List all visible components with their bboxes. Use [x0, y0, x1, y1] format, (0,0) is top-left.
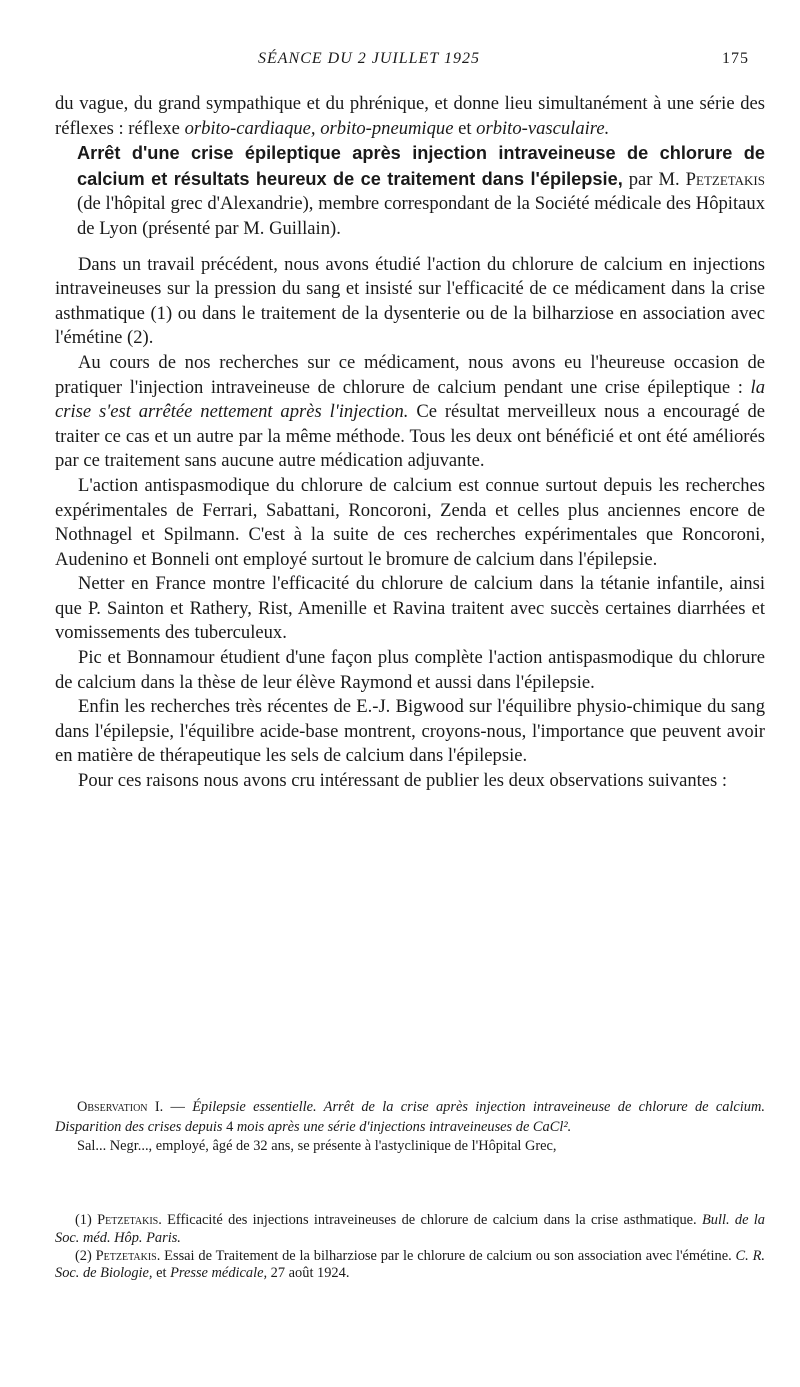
paragraph-3: L'action antispasmodique du chlorure de calcium est connue surtout depuis les recherches expérimentales de Ferrari, Sabattani, Roncoroni, Zenda et celles plus anciennes encore de Nothnagel et Spilmann. C'est à la suite de ces recherches expérimentales que Roncoroni, Audenino et Bonneli ont employé surtout le bromure de calcium dans l'épilepsie. — [55, 474, 765, 570]
running-title: SÉANCE DU 2 JUILLET 1925 — [258, 50, 480, 67]
paragraph-2 — [55, 351, 765, 474]
running-head — [0, 50, 800, 74]
footnote-2-italic-2: Presse médicale, — [170, 1265, 268, 1282]
page-number: 175 — [722, 50, 749, 67]
footnote-2-text-2: et — [152, 1265, 171, 1282]
observation-heading — [55, 1098, 765, 1137]
footnote-2-text-3: 27 août 1924. — [267, 1265, 350, 1282]
article-by: par M. — [622, 168, 686, 190]
observation-italic-2: mois après une série d'injections intraveineuses de CaCl². — [233, 1118, 572, 1135]
footnote-1-italic: Bull. de la Soc. méd. Hôp. Paris. — [55, 1212, 765, 1246]
observation-block — [55, 1098, 765, 1157]
article-affiliation: (de l'hôpital grec d'Alexandrie), membre correspondant de la Société médicale des Hôpitaux de Lyon (présenté par M. Guillain). — [77, 193, 765, 239]
footnote-2-author: Petzetakis. — [95, 1247, 161, 1264]
observation-dash: — — [163, 1099, 193, 1115]
paragraph-2-text-a: Au cours de nos recherches sur ce médicament, nous avons eu l'heureuse occasion de pratiquer l'injection intraveineuse de chlorure de calcium pendant une crise épileptique : — [55, 351, 765, 398]
footnotes — [55, 1212, 765, 1283]
observation-text: Sal... Negr..., employé, âgé de 32 ans, se présente à l'astyclinique de l'Hôpital Grec, — [77, 1138, 557, 1155]
footnote-1-author: Petzetakis. — [97, 1212, 162, 1228]
paragraph-1: Dans un travail précédent, nous avons étudié l'action du chlorure de calcium en injections intraveineuses sur la pression du sang et insisté sur l'efficacité de ce médicament dans la crise asthmatique (1) ou dans le traitement de la dysenterie ou de la bilharziose en association avec l'émétine (2). — [55, 253, 765, 349]
footnote-1-mark: (1) — [75, 1212, 98, 1228]
article-author: Petzetakis — [685, 168, 765, 190]
lead-text-2: et — [453, 117, 477, 139]
paragraph-6: Enfin les recherches très récentes de E.-J. Bigwood sur l'équilibre physio-chimique du sang dans l'épilepsie, l'équilibre acide-base montrent, croyons-nous, l'importance que peuvent avoir en matière de thérapeutique les sels de calcium dans l'épilepsie. — [55, 696, 765, 767]
section-gap — [55, 242, 765, 253]
lead-text-1: du vague, du grand sympathique et du phrénique, et donne lieu simultanément à une série des réflexes : réflexe — [55, 93, 765, 139]
footnote-2-mark: (2) — [75, 1247, 96, 1264]
observation-italic-1: Épilepsie essentielle. Arrêt de la crise après injection intraveineuse de chlorure de calcium. Disparition des crises depuis — [55, 1099, 765, 1135]
footnote-2 — [55, 1248, 765, 1284]
paragraph-5: Pic et Bonnamour étudient d'une façon plus complète l'action antispasmodique du chlorure de calcium dans la thèse de leur élève Raymond et aussi dans l'épilepsie. — [55, 647, 765, 693]
article-title: Arrêt d'une crise épileptique après injection intraveineuse de chlorure de calcium et résultats heureux de ce traitement dans l'épilepsie, — [77, 143, 765, 189]
paragraph-7: Pour ces raisons nous avons cru intéressant de publier les deux observations suivantes : — [78, 770, 728, 792]
lead-paragraph — [55, 92, 765, 141]
main-text — [55, 92, 765, 794]
footnote-1-text: Efficacité des injections intraveineuses de chlorure de calcium dans la crise asthmatique. — [161, 1212, 702, 1228]
article-heading — [55, 141, 765, 241]
lead-italic-2: orbito-vasculaire. — [476, 117, 610, 139]
paragraph-2-italic: la crise s'est arrêtée nettement après l'injection. — [55, 376, 765, 423]
observation-number: 4 — [226, 1118, 234, 1135]
lead-italic-1: orbito-cardiaque, orbito-pneumique — [184, 117, 454, 139]
footnote-1 — [55, 1212, 765, 1248]
paragraph-2-text-b: Ce résultat merveilleux nous a encouragé de traiter ce cas et un autre par la même méthode. Tous les deux ont bénéficié et ont été améliorés par ce traitement sans aucune autre médication adjuvante. — [55, 401, 765, 472]
observation-label: Observation I. — [77, 1099, 164, 1115]
paragraph-4: Netter en France montre l'efficacité du chlorure de calcium dans la tétanie infantile, ainsi que P. Sainton et Rathery, Rist, Amenille et Ravina traitent avec succès certaines diarrhées et vomissements des tuberculeux. — [55, 573, 765, 644]
footnote-2-italic: C. R. Soc. de Biologie, — [55, 1247, 765, 1282]
footnote-2-text: Essai de Traitement de la bilharziose par le chlorure de calcium ou son association avec l'émétine. — [160, 1247, 736, 1264]
